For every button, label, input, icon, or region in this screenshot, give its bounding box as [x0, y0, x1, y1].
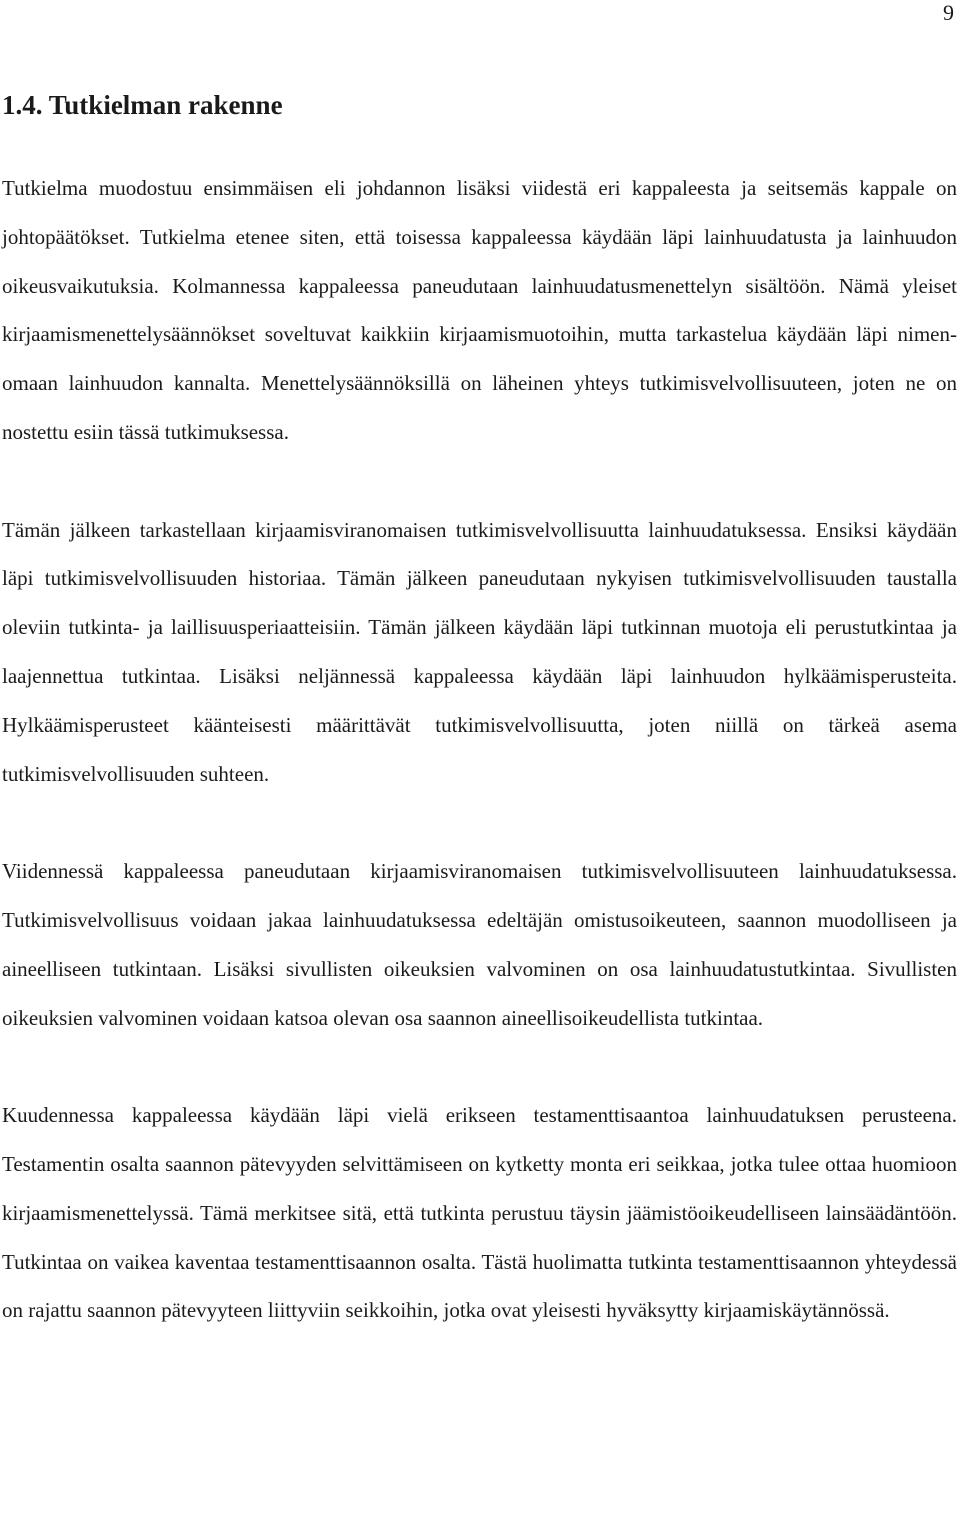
- paragraph-sixth-chapter: Kuudennessa kappaleessa käydään läpi vielä erikseen testamenttisaantoa lainhuudatuksen perusteena. Testamentin osalta saannon pätevyyden selvittämiseen on kytketty monta eri seikkaa, jotka tulee ottaa huomioon kirjaamismenettelyssä. Tämä merkitsee sitä, että tutkinta perustuu täysin jäämistöoikeudelliseen lainsäädäntöön. Tutkintaa on vaikea kaventaa testamenttisaannon osalta. Tästä huolimatta tutkinta testamenttisaannon yhteydessä on rajattu saannon pätevyyteen liittyviin seikkoihin, jotka ovat yleisesti hyväksytty kirjaamiskäytännössä.: [2, 1103, 957, 1323]
- body-text: [2, 164, 957, 1335]
- paragraph-investigation-duty: Tämän jälkeen tarkastellaan kirjaamisviranomaisen tutkimisvelvollisuutta lainhuudatuksessa. Ensiksi käydään läpi tutkimisvelvollisuuden historiaa. Tämän jälkeen paneudutaan nykyisen tutkimisvelvollisuuden taustalla oleviin tutkinta- ja laillisuusperiaatteisiin. Tämän jälkeen käydään läpi tutkinnan muotoja eli perustutkintaa ja laajennettua tutkintaa. Lisäksi neljännessä kappaleessa käydään läpi lainhuudon hylkäämisperusteita. Hylkäämisperusteet käänteisesti määrittävät tutkimisvelvollisuutta, joten niillä on tärkeä asema tutkimisvelvollisuuden suhteen.: [2, 517, 957, 786]
- paragraph-fifth-chapter: Viidennessä kappaleessa paneudutaan kirjaamisviranomaisen tutkimisvelvollisuuteen lainhuudatuksessa. Tutkimisvelvollisuus voidaan jakaa lainhuudatuksessa edeltäjän omistusoikeuteen, saannon muodolliseen ja aineelliseen tutkintaan. Lisäksi sivullisten oikeuksien valvominen on osa lainhuudatustutkintaa. Sivullisten oikeuksien valvominen voidaan katsoa olevan osa saannon aineellisoikeudellista tutkintaa.: [2, 859, 957, 1030]
- section-heading: 1.4. Tutkielman rakenne: [2, 90, 283, 120]
- paragraph-structure-overview: Tutkielma muodostuu ensimmäisen eli johdannon lisäksi viidestä eri kappaleesta ja seitsemäs kappale on johtopäätökset. Tutkielma etenee siten, että toisessa kappaleessa käydään läpi lainhuudatusta ja lainhuudon oikeusvaikutuksia. Kolmannessa kappaleessa paneudutaan lainhuudatusmenettelyn sisältöön. Nämä yleiset kirjaamismenettelysäännökset soveltuvat kaikkiin kirjaamismuotoihin, mutta tarkastelua käydään läpi nimenomaan lainhuudon kannalta. Menettelysäännöksillä on läheinen yhteys tutkimisvelvollisuuteen, joten ne on nostettu esiin tässä tutkimuksessa.: [2, 176, 957, 444]
- page-number: 9: [943, 0, 954, 25]
